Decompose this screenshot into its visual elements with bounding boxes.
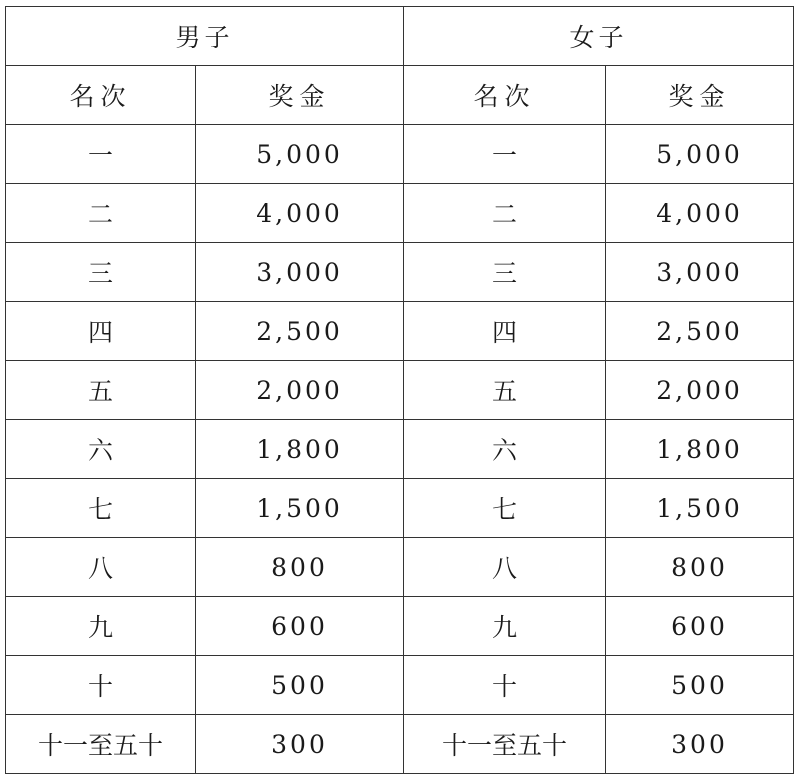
men-rank-cell: 六 — [6, 420, 196, 479]
table-row — [6, 656, 794, 715]
women-prize-cell: 600 — [606, 597, 794, 656]
women-prize-cell: 300 — [606, 715, 794, 774]
men-prize-header: 奖金 — [196, 66, 404, 125]
women-prize-cell: 2,500 — [606, 302, 794, 361]
men-prize-cell: 5,000 — [196, 125, 404, 184]
table-row — [6, 597, 794, 656]
women-rank-cell: 二 — [404, 184, 606, 243]
women-rank-cell: 十 — [404, 656, 606, 715]
women-prize-cell: 5,000 — [606, 125, 794, 184]
men-prize-cell: 4,000 — [196, 184, 404, 243]
table-row — [6, 184, 794, 243]
women-rank-cell: 六 — [404, 420, 606, 479]
women-prize-cell: 1,500 — [606, 479, 794, 538]
men-prize-cell: 800 — [196, 538, 404, 597]
prize-table — [5, 6, 794, 774]
group-header-men: 男子 — [6, 7, 404, 66]
women-rank-header: 名次 — [404, 66, 606, 125]
men-rank-cell: 五 — [6, 361, 196, 420]
women-rank-cell: 五 — [404, 361, 606, 420]
men-prize-cell: 3,000 — [196, 243, 404, 302]
women-rank-cell: 四 — [404, 302, 606, 361]
women-prize-cell: 2,000 — [606, 361, 794, 420]
men-rank-cell: 一 — [6, 125, 196, 184]
women-rank-cell: 十一至五十 — [404, 715, 606, 774]
men-rank-cell: 七 — [6, 479, 196, 538]
men-prize-cell: 300 — [196, 715, 404, 774]
column-header-row — [6, 66, 794, 125]
women-rank-cell: 八 — [404, 538, 606, 597]
men-rank-cell: 三 — [6, 243, 196, 302]
women-rank-cell: 七 — [404, 479, 606, 538]
men-rank-header: 名次 — [6, 66, 196, 125]
men-prize-cell: 1,500 — [196, 479, 404, 538]
women-prize-cell: 3,000 — [606, 243, 794, 302]
table-row — [6, 420, 794, 479]
men-rank-cell: 九 — [6, 597, 196, 656]
men-rank-cell: 八 — [6, 538, 196, 597]
men-rank-cell: 十 — [6, 656, 196, 715]
table-row — [6, 243, 794, 302]
women-prize-cell: 4,000 — [606, 184, 794, 243]
men-prize-cell: 1,800 — [196, 420, 404, 479]
women-prize-cell: 800 — [606, 538, 794, 597]
men-prize-cell: 2,500 — [196, 302, 404, 361]
men-rank-cell: 十一至五十 — [6, 715, 196, 774]
women-prize-cell: 1,800 — [606, 420, 794, 479]
table-row — [6, 361, 794, 420]
table-row — [6, 479, 794, 538]
men-prize-cell: 600 — [196, 597, 404, 656]
men-prize-cell: 2,000 — [196, 361, 404, 420]
women-prize-header: 奖金 — [606, 66, 794, 125]
table-row — [6, 125, 794, 184]
men-rank-cell: 四 — [6, 302, 196, 361]
table-row — [6, 538, 794, 597]
table-body — [6, 125, 794, 774]
table-row — [6, 302, 794, 361]
table-row — [6, 715, 794, 774]
prize-table-container — [5, 6, 793, 774]
women-rank-cell: 三 — [404, 243, 606, 302]
women-rank-cell: 九 — [404, 597, 606, 656]
group-header-row — [6, 7, 794, 66]
men-rank-cell: 二 — [6, 184, 196, 243]
women-prize-cell: 500 — [606, 656, 794, 715]
group-header-women: 女子 — [404, 7, 794, 66]
women-rank-cell: 一 — [404, 125, 606, 184]
table-header — [6, 7, 794, 125]
men-prize-cell: 500 — [196, 656, 404, 715]
